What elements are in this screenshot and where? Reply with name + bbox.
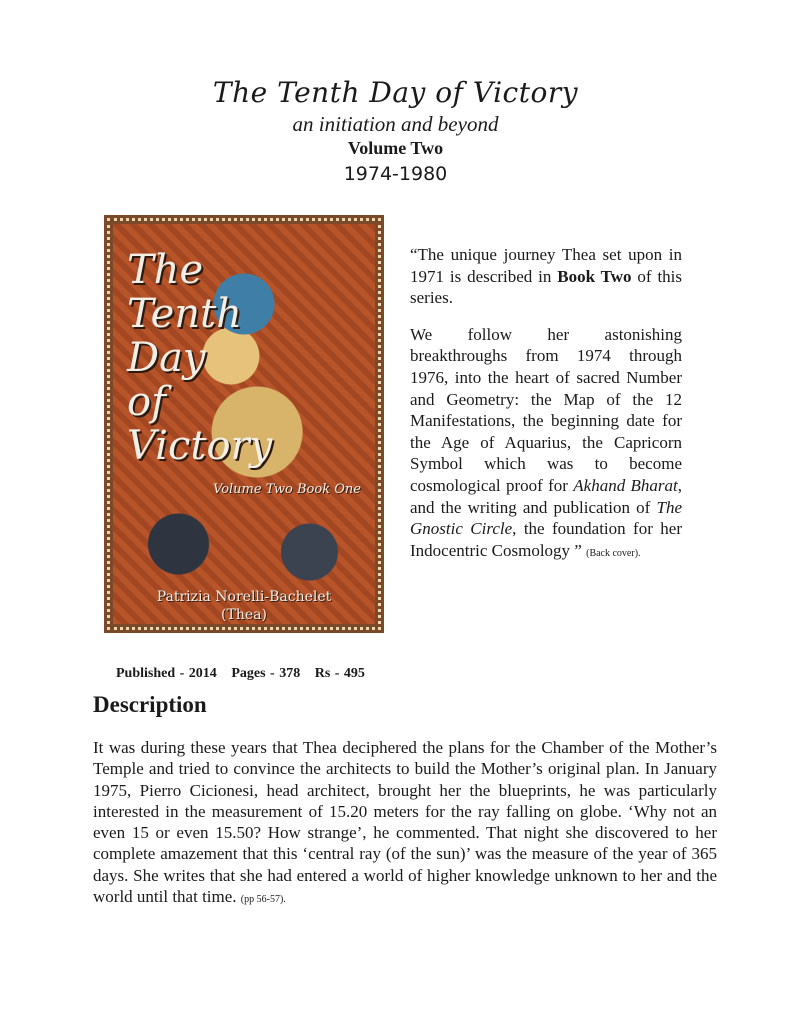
cover-title-line: Day bbox=[127, 335, 206, 381]
book-cover-image bbox=[104, 215, 384, 633]
published-year: Published - 2014 bbox=[116, 666, 217, 681]
quote-italic: Akhand Bharat bbox=[573, 475, 678, 495]
page-count: Pages - 378 bbox=[231, 666, 301, 681]
cover-subtitle: Volume Two Book One bbox=[213, 482, 361, 497]
quote-paragraph bbox=[410, 324, 682, 565]
cover-author-alias: (Thea) bbox=[221, 607, 267, 623]
price: Rs - 495 bbox=[314, 666, 365, 681]
cover-title-line: Victory bbox=[127, 423, 273, 469]
quote-source: (Back cover). bbox=[586, 547, 641, 559]
quote-text: , and the writing and publication of bbox=[410, 475, 682, 517]
cover-title-line: of bbox=[127, 379, 166, 425]
cover-title bbox=[127, 248, 272, 468]
volume-label: Volume Two bbox=[347, 138, 444, 158]
quote-text: , the foundation for her Indocentric Cosmology ” bbox=[410, 519, 682, 560]
page-reference: (pp 56-57). bbox=[240, 894, 286, 906]
quote-italic: The Gnostic Circle bbox=[410, 497, 682, 539]
description-body bbox=[93, 737, 717, 910]
year-range: 1974-1980 bbox=[343, 163, 448, 185]
description-text: It was during these years that Thea deciphered the plans for the Chamber of the Mother’s Temple and tried to convince the architects to build the Mother’s original plan. In January 1975, Pierro Cicionesi, head architect, brought her the blueprints, he was particularly interested in the measurement of 15.20 meters for the ray falling on globe. ‘Why not an even 15 or even 15.50? How strange’, he commented. That night she discovered to her complete amazement that this ‘central ray (of the sun)’ was the measure of the year of 365 days. She writes that she had entered a world of higher knowledge unknown to her and the world until that time. bbox=[93, 738, 717, 907]
cover-author bbox=[113, 588, 375, 624]
quote-bold: Book Two bbox=[557, 266, 632, 286]
quote-text: “The unique journey Thea set upon in 1971 is described in bbox=[410, 245, 682, 286]
quote-text: of this series. bbox=[410, 266, 682, 308]
publication-info bbox=[116, 666, 375, 682]
cover-title-line: The bbox=[127, 247, 204, 293]
book-subtitle: an initiation and beyond bbox=[292, 112, 499, 136]
back-cover-quote bbox=[410, 244, 682, 579]
quote-text: We follow her astonishing breakthroughs from 1974 through 1976, into the heart of sacred Number and Geometry: the Map of the 12 Manifestations, the beginning date for the Age of Aquarius, the Capricorn Symbol which was to become cosmological proof for bbox=[410, 324, 682, 495]
quote-paragraph bbox=[410, 244, 682, 309]
cover-title-line: Tenth bbox=[127, 291, 242, 337]
cover-author-name: Patrizia Norelli-Bachelet bbox=[156, 589, 332, 605]
description-heading: Description bbox=[93, 692, 207, 717]
book-title: The Tenth Day of Victory bbox=[212, 76, 579, 109]
